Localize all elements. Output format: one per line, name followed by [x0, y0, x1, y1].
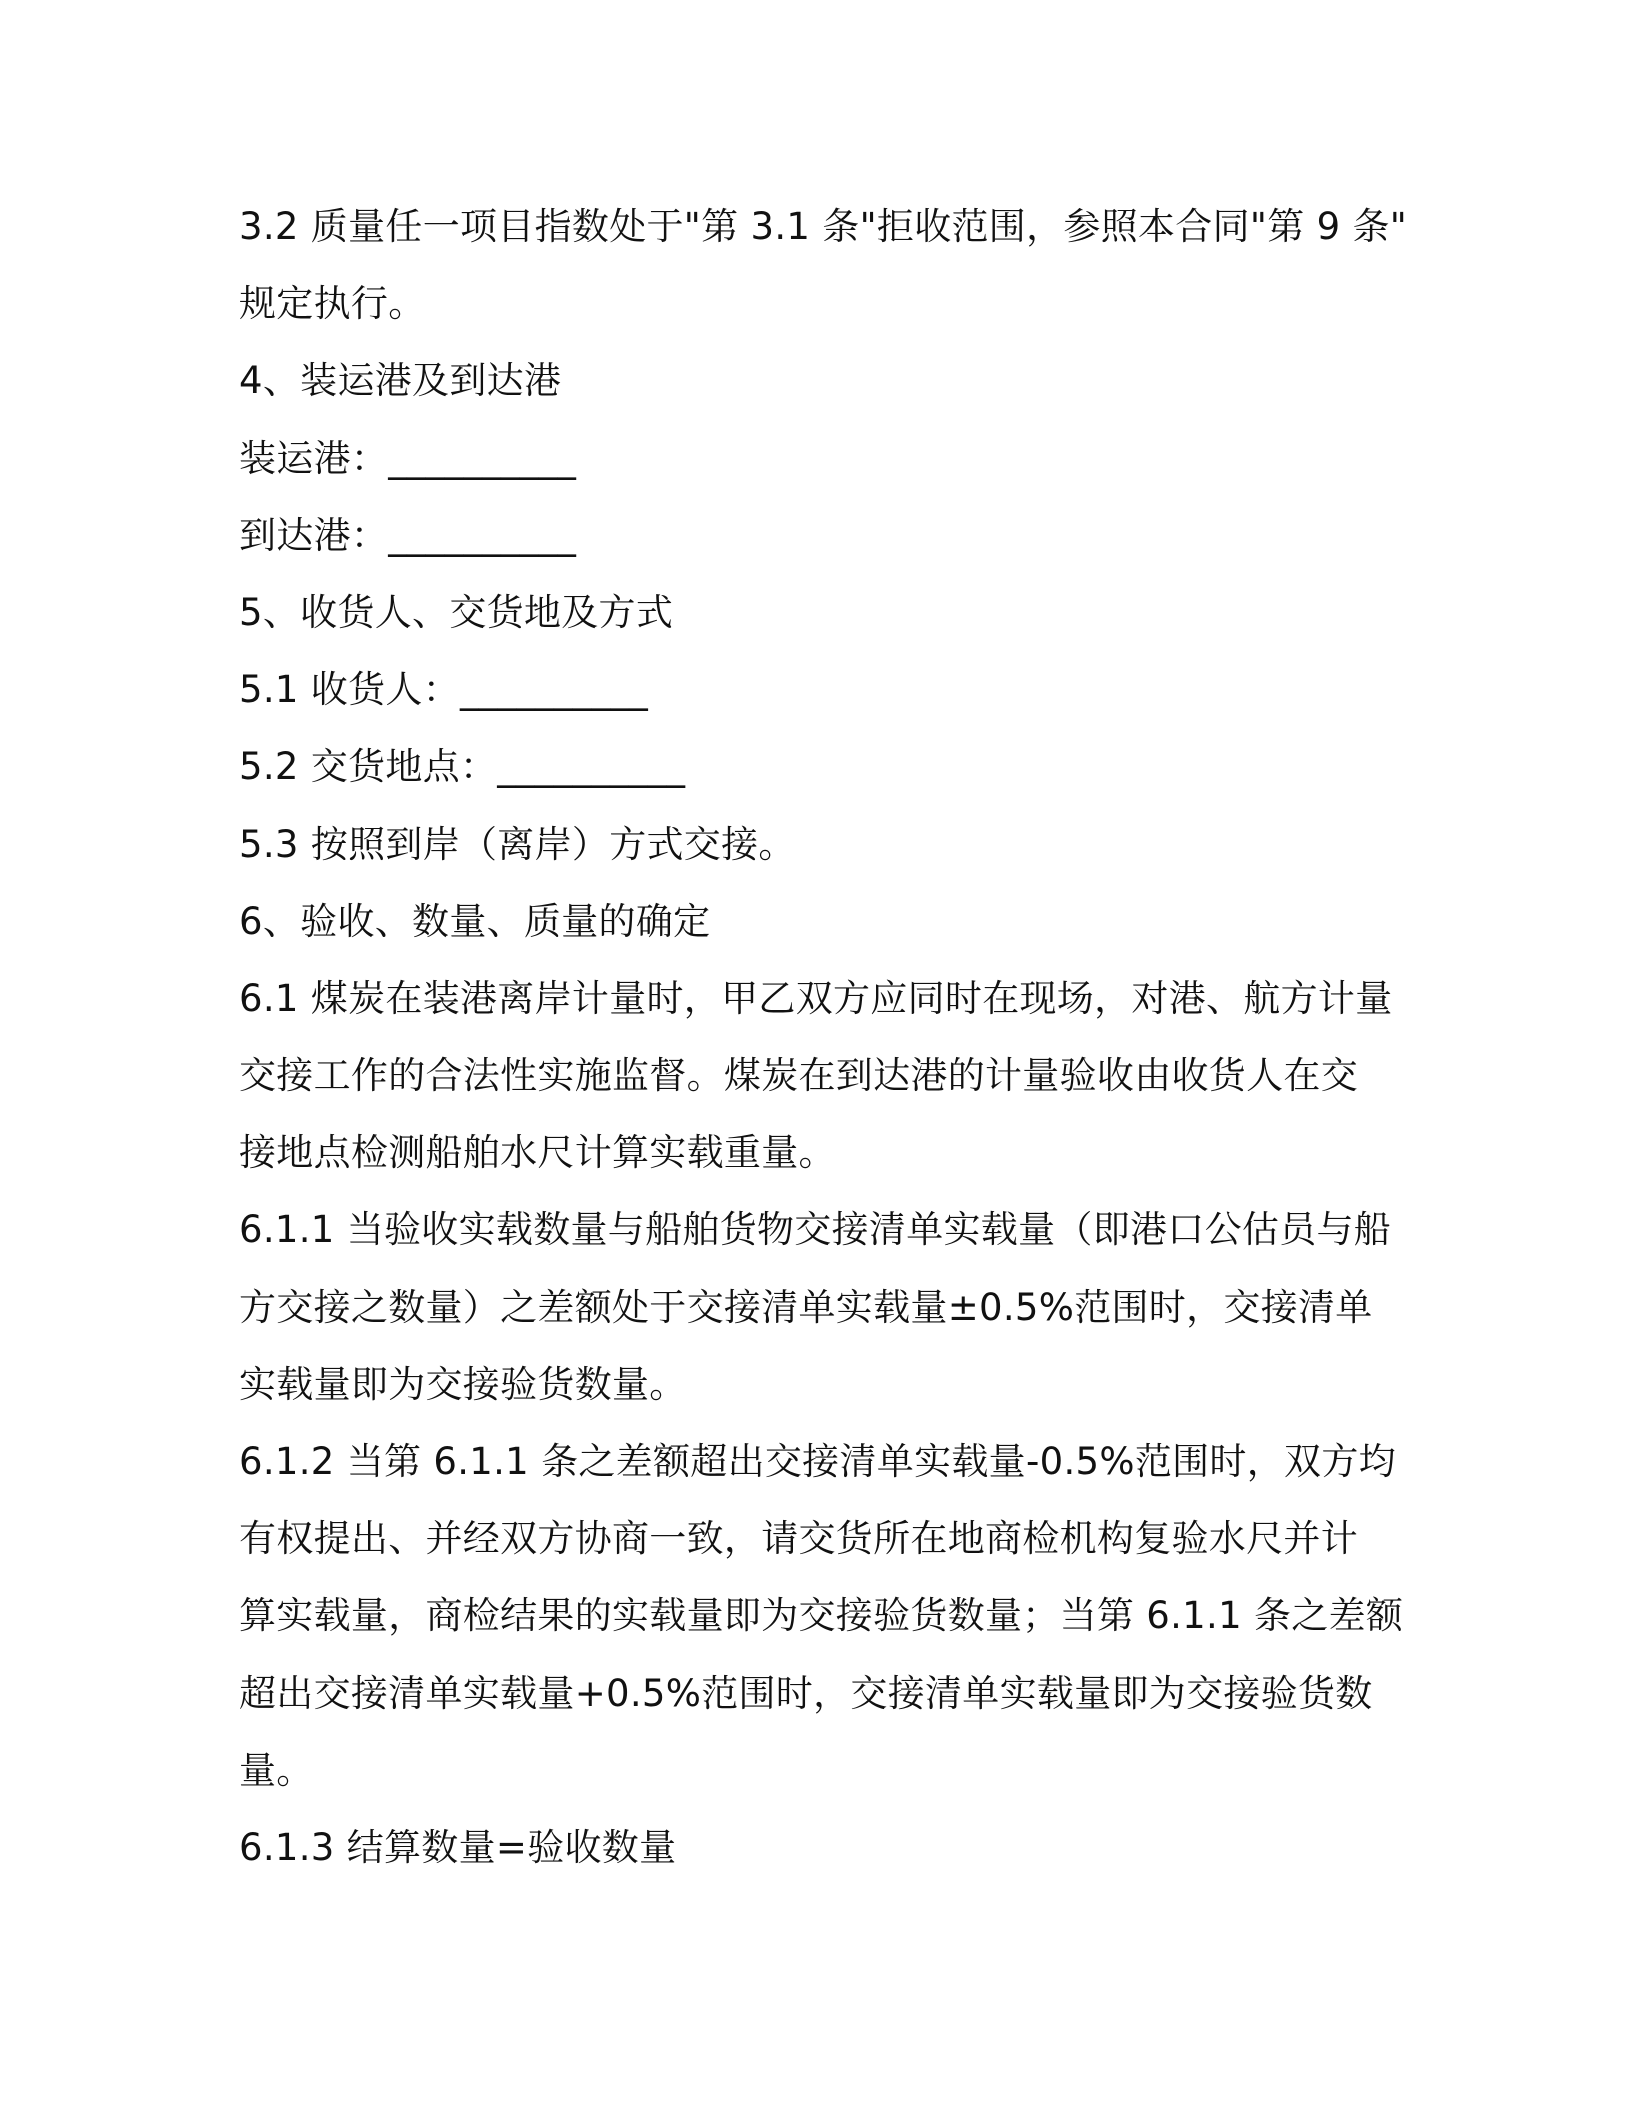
section-4-heading: 4、装运港及到达港 — [239, 359, 562, 403]
clause-6-1-1-line-1: 6.1.1 当验收实载数量与船舶货物交接清单实载量（即港口公估员与船 — [239, 1208, 1392, 1252]
document-body — [239, 188, 1408, 1886]
clause-6-1-2-line-4: 超出交接清单实载量+0.5%范围时，交接清单实载量即为交接验货数 — [239, 1671, 1373, 1715]
clause-3-2-line-1: 3.2 质量任一项目指数处于"第 3.1 条"拒收范围，参照本合同"第 9 条" — [239, 205, 1408, 248]
section-5-heading: 5、收货人、交货地及方式 — [239, 590, 674, 634]
clause-6-1-2-line-5: 量。 — [239, 1748, 314, 1792]
clause-6-1-1-line-2: 方交接之数量）之差额处于交接清单实载量±0.5%范围时，交接清单 — [239, 1285, 1373, 1329]
clause-6-1-line-2: 交接工作的合法性实施监督。煤炭在到达港的计量验收由收货人在交 — [239, 1054, 1358, 1098]
section-6-heading: 6、验收、数量、质量的确定 — [239, 899, 711, 943]
consignee-field: 5.1 收货人：__________ — [239, 668, 649, 712]
loading-port-field: 装运港：__________ — [239, 436, 577, 480]
clause-6-1-2-line-3: 算实载量，商检结果的实载量即为交接验货数量；当第 6.1.1 条之差额 — [239, 1594, 1404, 1638]
arrival-port-field: 到达港：__________ — [239, 513, 577, 557]
clause-6-1-2-line-1: 6.1.2 当第 6.1.1 条之差额超出交接清单实载量-0.5%范围时，双方均 — [239, 1440, 1396, 1483]
clause-6-1-3: 6.1.3 结算数量=验收数量 — [239, 1825, 677, 1869]
clause-5-3: 5.3 按照到岸（离岸）方式交接。 — [239, 822, 796, 866]
delivery-location-field: 5.2 交货地点：__________ — [239, 745, 686, 789]
clause-6-1-1-line-3: 实载量即为交接验货数量。 — [239, 1362, 687, 1406]
clause-6-1-line-1: 6.1 煤炭在装港离岸计量时，甲乙双方应同时在现场，对港、航方计量 — [239, 976, 1393, 1020]
clause-6-1-line-3: 接地点检测船舶水尺计算实载重量。 — [239, 1131, 836, 1175]
clause-6-1-2-line-2: 有权提出、并经双方协商一致，请交货所在地商检机构复验水尺并计 — [239, 1517, 1358, 1561]
clause-3-2-line-2: 规定执行。 — [239, 282, 426, 326]
